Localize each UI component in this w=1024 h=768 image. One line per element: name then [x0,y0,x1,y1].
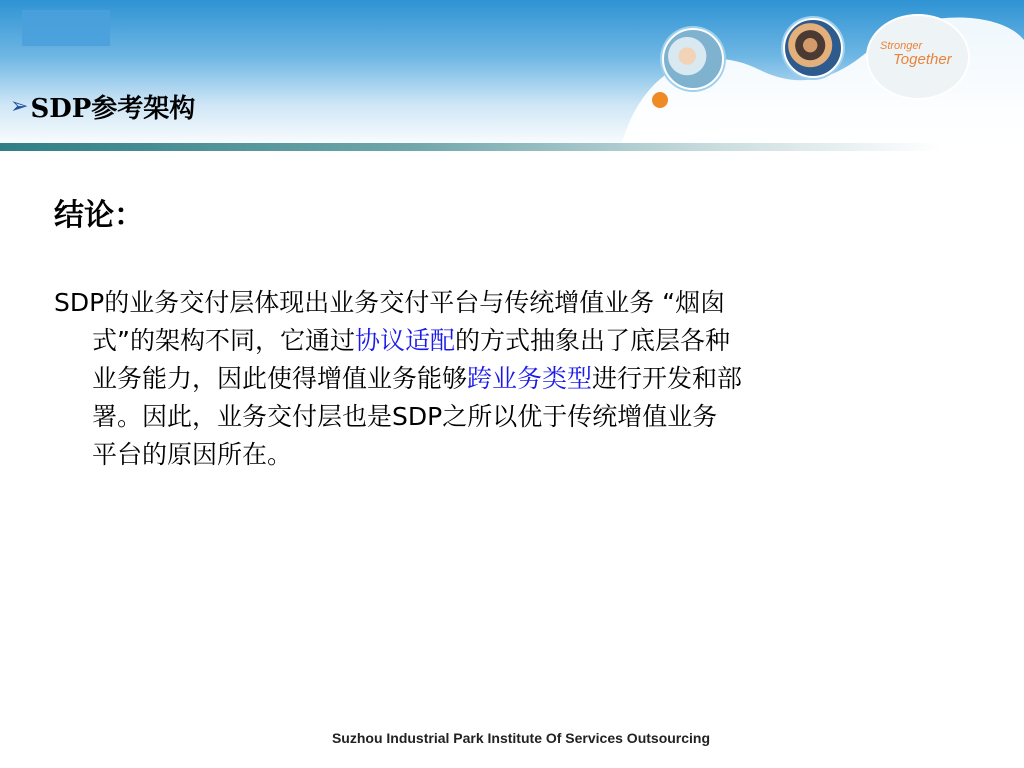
body-text-segment: SDP的业务交付层体现出业务交付平台与传统增值业务 “烟囱 [54,288,726,317]
slide-title [10,86,195,126]
body-text-segment: 署。因此，业务交付层也是SDP之所以优于传统增值业务 [92,402,718,431]
body-line [54,322,984,360]
highlighted-term: 协议适配 [354,326,455,355]
slogan-line-2: Together [893,51,952,68]
highlighted-term: 跨业务类型 [467,364,593,393]
body-line [54,436,984,474]
bullet-arrow-icon: ➢ [10,93,29,119]
body-text-segment: 平台的原因所在。 [92,440,293,469]
conclusion-heading: 结论： [54,198,144,233]
body-text-segment: 的方式抽象出了底层各种 [454,326,730,355]
body-line [54,360,984,398]
slide-title-text: SDP参考架构 [30,93,196,124]
body-text-segment: 进行开发和部 [592,364,743,393]
body-line [54,284,984,322]
body-text-segment: 业务能力，因此使得增值业务能够 [92,364,468,393]
orange-dot-icon [652,92,668,108]
title-divider [0,143,1024,151]
team-photo-icon [662,28,724,90]
team-photo-icon [783,18,843,78]
body-line [54,398,984,436]
slogan-line-1: Stronger [880,40,923,52]
body-text-segment: 式”的架构不同，它通过 [92,326,355,355]
conclusion-body [54,284,984,474]
footer-institute: Suzhou Industrial Park Institute Of Services Outsourcing [331,730,711,746]
